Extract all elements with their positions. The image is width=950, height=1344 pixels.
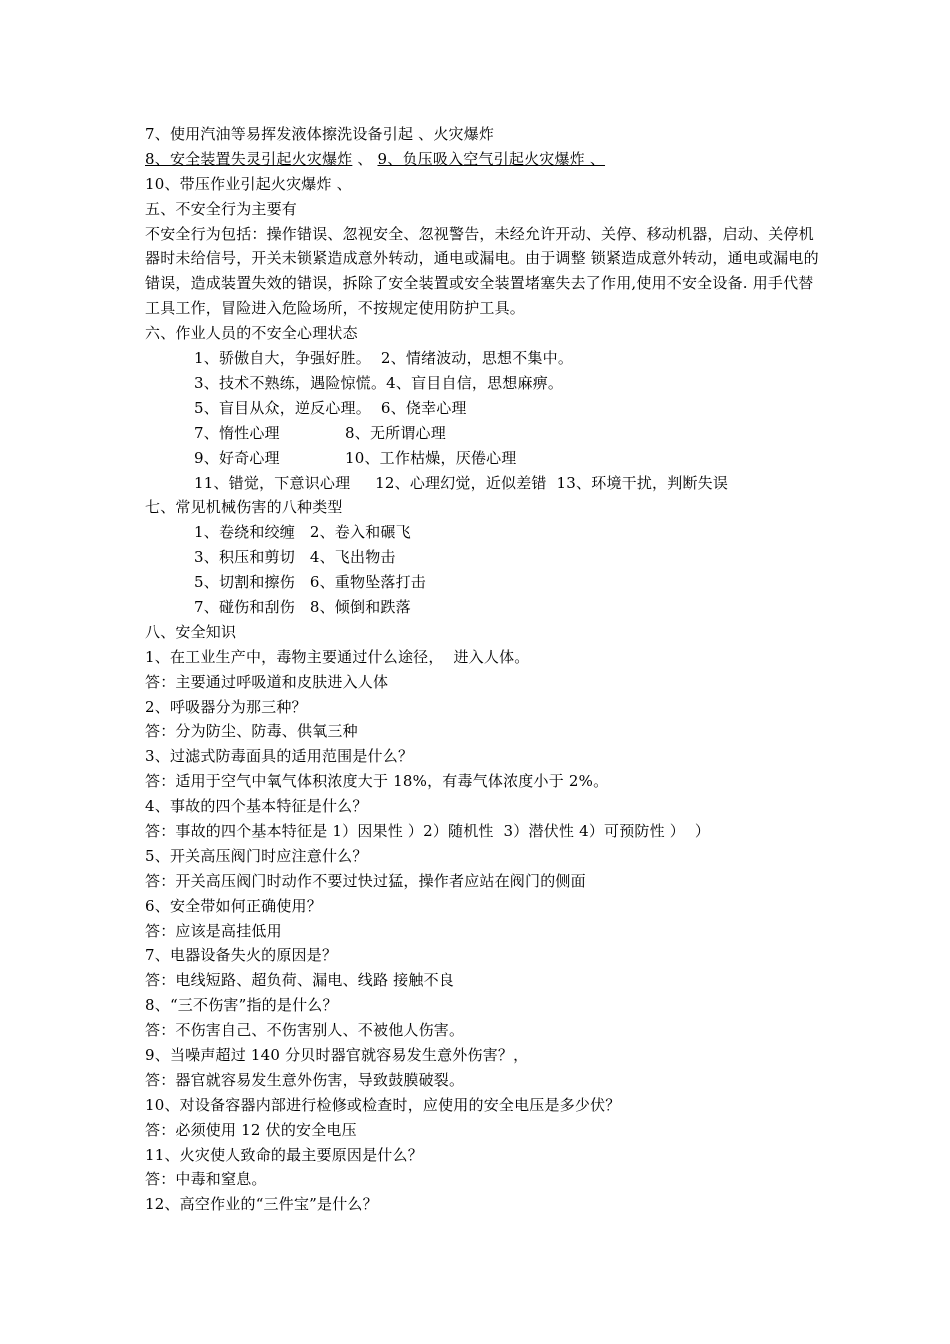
list-row (145, 396, 825, 421)
list-row (145, 446, 825, 471)
qa-line: 12、高空作业的“三件宝”是什么？ (145, 1195, 378, 1214)
separator-text: 、 (352, 149, 378, 168)
underlined-text: 9、负压吸入空气引起火灾爆炸 、 (377, 149, 606, 168)
section-heading: 七、常见机械伤害的八种类型 (145, 498, 343, 517)
underlined-text: 8、安全装置失灵引起火灾爆炸 (145, 149, 353, 168)
qa-line: 答：适用于空气中氧气体积浓度大于 18%，有毒气体浓度小于 2%。 (145, 772, 609, 791)
qa-line: 答：不伤害自己、不伤害别人、不被他人伤害。 (145, 1021, 465, 1040)
qa-line: 7、电器设备失火的原因是？ (145, 946, 338, 965)
qa-line: 6、安全带如何正确使用？ (145, 896, 322, 915)
qa-line: 5、开关高压阀门时应注意什么？ (145, 846, 368, 865)
list-item: 9、好奇心理 (194, 448, 280, 467)
list-item: 8、无所谓心理 (345, 423, 446, 442)
qa-line: 11、火灾使人致命的最主要原因是什么？ (145, 1145, 423, 1164)
qa-line: 答：主要通过呼吸道和皮肤进入人体 (145, 672, 389, 691)
qa-line: 答：中毒和窒息。 (145, 1170, 267, 1189)
qa-line: 2、呼吸器分为那三种？ (145, 697, 307, 716)
list-item: 6、侥幸心理 (370, 398, 467, 417)
list-row: 7、碰伤和刮伤 8、倾倒和跌落 (194, 597, 411, 616)
list-item: 2、情绪波动，思想不集中。 (370, 349, 574, 368)
qa-line: 8、“三不伤害”指的是什么？ (145, 996, 338, 1015)
list-row: 3、积压和剪切 4、飞出物击 (194, 548, 396, 567)
qa-line: 答：应该是高挂低用 (145, 921, 282, 940)
list-row: 5、切割和擦伤 6、重物坠落打击 (194, 573, 426, 592)
qa-line: 4、事故的四个基本特征是什么？ (145, 797, 368, 816)
list-item: 5、盲目从众，逆反心理。 (194, 398, 371, 417)
qa-line: 3、过滤式防毒面具的适用范围是什么？ (145, 747, 414, 766)
text-line: 7、使用汽油等易挥发液体擦洗设备引起 、火灾爆炸 (145, 125, 495, 143)
qa-line: 答：事故的四个基本特征是 1）因果性 ）2）随机性 3）潜伏性 4）可预防性 ） ） (145, 822, 711, 840)
list-row (145, 346, 825, 371)
list-item: 12、心理幻觉，近似差错 13、环境干扰，判断失误 (350, 473, 729, 492)
qa-line: 答：开关高压阀门时动作不要过快过猛，操作者应站在阀门的侧面 (145, 871, 586, 890)
list-row: 1、卷绕和绞缠 2、卷入和碾飞 (194, 523, 411, 542)
qa-line: 答：电线短路、超负荷、漏电、线路 接触不良 (145, 971, 454, 990)
text-line: 10、带压作业引起火灾爆炸 、 (145, 174, 352, 193)
qa-line: 答：分为防尘、防毒、供氧三种 (145, 722, 358, 741)
list-item: 3、技术不熟练，遇险惊慌。 (194, 373, 387, 392)
qa-line: 答：器官就容易发生意外伤害，导致鼓膜破裂。 (145, 1070, 465, 1089)
list-row (145, 421, 825, 446)
list-item: 4、盲目自信，思想麻痹。 (386, 373, 564, 392)
document-page (145, 122, 825, 1217)
section-heading: 八、安全知识 (145, 622, 237, 641)
text-line (145, 147, 825, 172)
section-heading: 六、作业人员的不安全心理状态 (145, 324, 358, 343)
qa-line: 答：必须使用 12 伏的安全电压 (145, 1120, 357, 1139)
list-row (145, 471, 825, 496)
list-item: 10、工作枯燥，厌倦心理 (345, 448, 517, 467)
list-item: 11、错觉，下意识心理 (194, 473, 351, 492)
qa-line: 9、当噪声超过 140 分贝时器官就容易发生意外伤害？， (145, 1046, 529, 1065)
section-heading: 五、不安全行为主要有 (145, 199, 298, 218)
list-item: 1、骄傲自大，争强好胜。 (194, 349, 371, 368)
qa-line: 10、对设备容器内部进行检修或检查时，应使用的安全电压是多少伏？ (145, 1095, 621, 1114)
list-row (145, 371, 825, 396)
list-item: 7、惰性心理 (194, 423, 280, 442)
qa-line: 1、在工业生产中，毒物主要通过什么途径， 进入人体。 (145, 647, 530, 666)
paragraph: 不安全行为包括：操作错误、忽视安全、忽视警告，未经允许开动、关停、移动机器，启动、关停机器时未给信号，开关未锁紧造成意外转动，通电或漏电。由于调整 锁紧造成意外转动，通电或漏电的错误，造成装置失效的错误，拆除了安全装置或安全装置堵塞失去了作用,使用不安全设备. 用手代替工具工作，冒险进入危险场所，不按规定使用防护工具。 (145, 224, 819, 318)
